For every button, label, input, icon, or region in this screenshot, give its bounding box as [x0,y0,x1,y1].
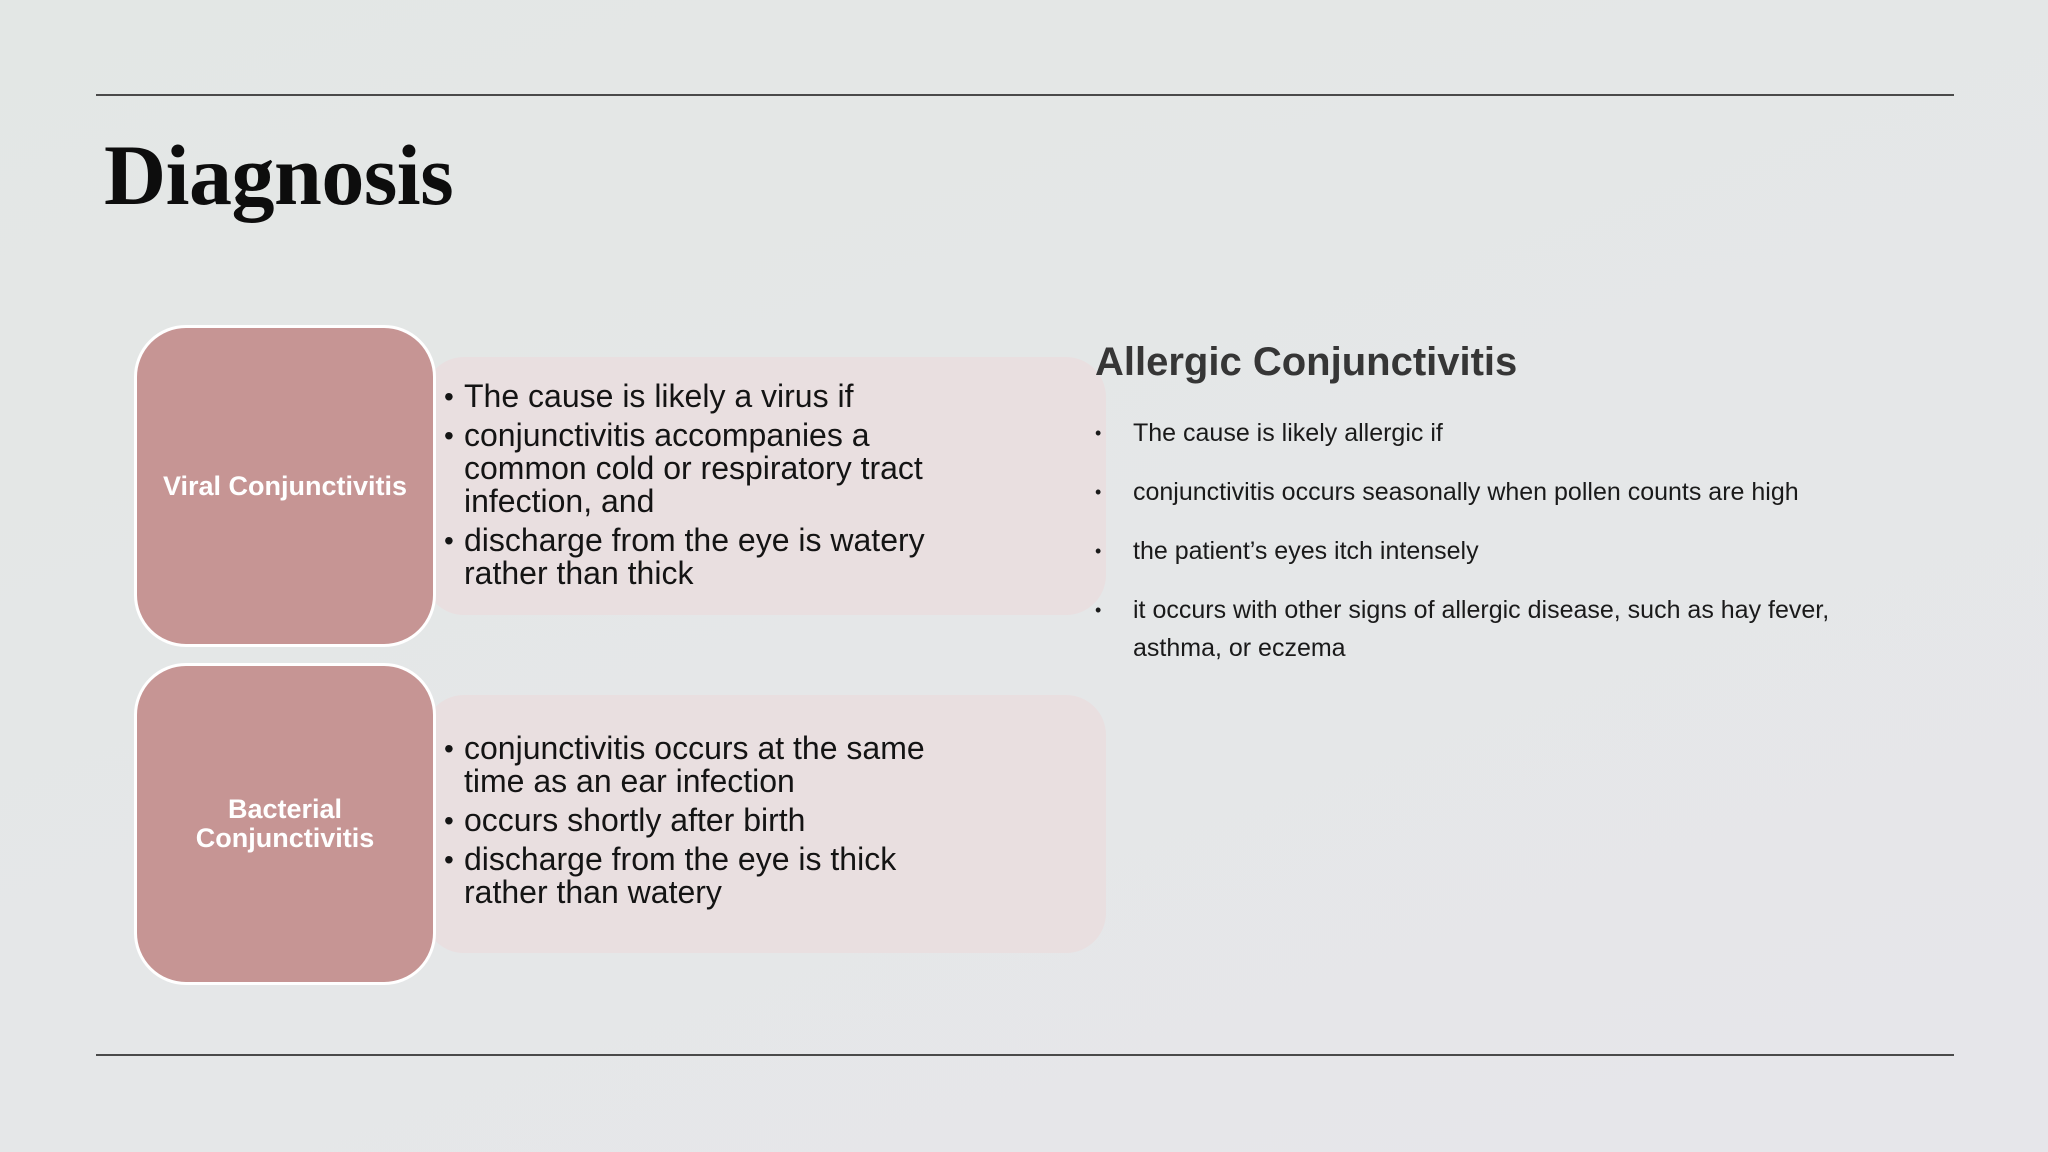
viral-label: Viral Conjunctivitis [162,470,408,501]
list-item: • the patient’s eyes itch intensely [1095,532,1895,570]
list-item: • discharge from the eye is watery rather than thick [444,524,964,590]
bacterial-bullet-list [444,732,964,915]
viral-label-box [134,325,436,647]
bottom-divider [96,1054,1954,1056]
list-item: • occurs shortly after birth [444,804,964,837]
list-item: • The cause is likely allergic if [1095,414,1895,452]
top-divider [96,94,1954,96]
bacterial-label-line2: Conjunctivitis [195,823,375,853]
list-item: • conjunctivitis accompanies a common cold or respiratory tract infection, and [444,419,964,518]
viral-conjunctivitis-group [134,325,974,647]
bacterial-conjunctivitis-group [134,663,974,985]
list-item: • conjunctivitis occurs seasonally when pollen counts are high [1095,473,1895,511]
bacterial-label-box [134,663,436,985]
list-item: • The cause is likely a virus if [444,380,964,413]
allergic-heading: Allergic Conjunctivitis [1095,340,1518,384]
list-item: • conjunctivitis occurs at the same time as an ear infection [444,732,964,798]
list-item: • it occurs with other signs of allergic disease, such as hay fever, asthma, or eczema [1095,591,1895,667]
bacterial-label-line1: Bacterial [227,794,343,824]
viral-bullet-list [444,380,964,596]
allergic-bullet-list [1095,414,1895,688]
list-item: • discharge from the eye is thick rather than watery [444,843,964,909]
slide-title: Diagnosis [104,127,454,223]
